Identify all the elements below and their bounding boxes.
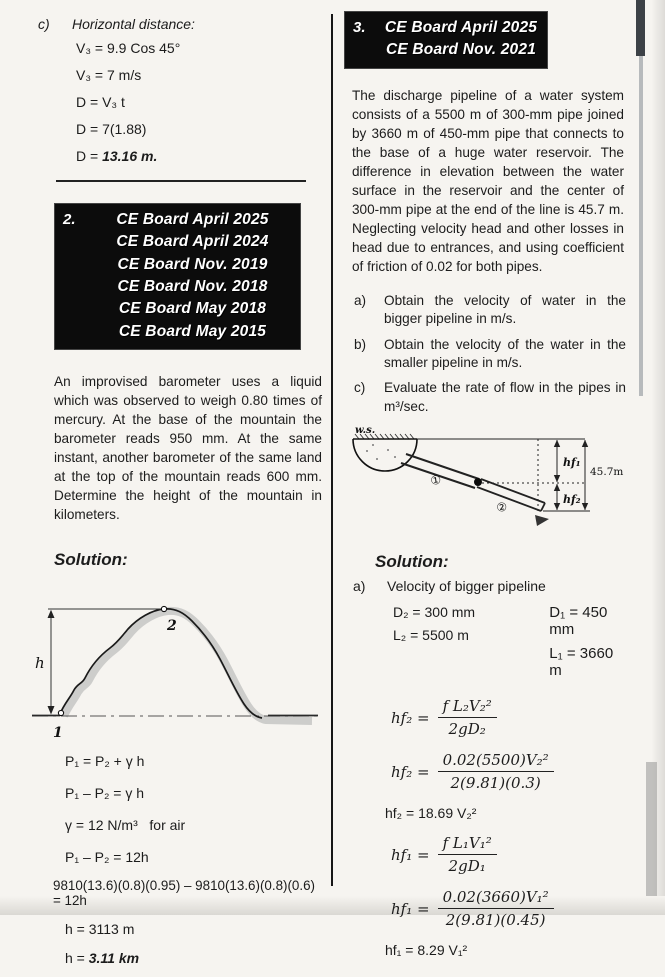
height-label: h bbox=[35, 654, 45, 673]
dimension-arrow-up bbox=[48, 610, 55, 618]
question-text: Obtain the velocity of the water in the smaller pipeline in m/s. bbox=[384, 336, 626, 370]
hf1-label: hf₁ bbox=[563, 456, 581, 469]
question-label: b) bbox=[354, 336, 367, 352]
water-speckle bbox=[387, 449, 389, 451]
dimension-arrow bbox=[554, 440, 560, 447]
water-surface-label: w.s. bbox=[355, 425, 376, 436]
hf1-result-equation: hf₁ = 8.29 V₁² bbox=[385, 942, 468, 958]
mountain-diagram bbox=[30, 584, 320, 742]
board-credit: CE Board Nov. 2019 bbox=[117, 255, 268, 273]
point-2-label: 2 bbox=[167, 618, 177, 635]
board-credit: CE Board Nov. 2021 bbox=[385, 41, 537, 59]
question-item bbox=[354, 292, 626, 329]
pipeline-figure bbox=[345, 423, 625, 550]
value-line: L₁ = 3660 m bbox=[549, 645, 614, 679]
left-column bbox=[30, 12, 324, 977]
equation-line: 9810(13.6)(0.8)(0.95) – 9810(13.6)(0.8)(0.6) = 12h bbox=[53, 878, 319, 909]
value-line: D₁ = 450 mm bbox=[549, 604, 608, 638]
equation-line: h = 3113 m bbox=[65, 921, 135, 938]
hf1-symbolic-equation bbox=[391, 834, 625, 875]
total-height-label: 45.7m bbox=[590, 466, 624, 478]
equation-lhs: hf₁ = bbox=[391, 899, 430, 918]
part-c-heading bbox=[38, 16, 324, 32]
fraction-denominator: 2gD₁ bbox=[448, 857, 486, 875]
equation-lhs: hf₂ = bbox=[391, 762, 430, 781]
problem-3-board-list bbox=[383, 17, 539, 62]
dimension-arrow bbox=[554, 484, 560, 491]
point-1-marker bbox=[58, 711, 63, 716]
fraction-numerator: f L₁V₁² bbox=[438, 834, 497, 855]
dimension-arrow-down bbox=[48, 706, 55, 715]
water-speckle bbox=[372, 444, 374, 446]
value-line: L₂ = 5500 m bbox=[393, 627, 469, 643]
hf2-result-equation: hf₂ = 18.69 V₂² bbox=[385, 805, 477, 821]
result-value: 13.16 m. bbox=[102, 148, 158, 164]
equation-line: V₃ = 9.9 Cos 45° bbox=[76, 40, 181, 56]
section-separator bbox=[56, 180, 306, 182]
pipe-2-lines bbox=[477, 479, 545, 511]
board-credit: CE Board Nov. 2018 bbox=[117, 277, 268, 295]
part-c-label: c) bbox=[38, 16, 50, 32]
equation-line: P₁ = P₂ + γ h bbox=[65, 753, 145, 770]
equation-line: V₃ = 7 m/s bbox=[76, 67, 142, 83]
point-1-label: 1 bbox=[53, 725, 63, 742]
board-credit: CE Board April 2024 bbox=[116, 233, 269, 251]
problem-3-questions bbox=[354, 292, 626, 416]
fraction-denominator: 2(9.81)(0.45) bbox=[445, 911, 546, 929]
part-c-equations bbox=[30, 40, 324, 164]
part-a-label: a) bbox=[353, 578, 366, 594]
result-value: 3.11 km bbox=[88, 950, 140, 967]
problem-2-statement: An improvised barometer uses a liquid which was observed to weigh 0.80 times of mercury. At the base of the mountain the barometer reads 950 mm. At the same instant, another barometer of the same land at the top of the mountain reads 600 mm. Determine the height of the mountain in kilometers. bbox=[54, 373, 322, 523]
problem-2-board-list bbox=[93, 209, 292, 343]
equation-lhs: hf₂ = bbox=[391, 708, 430, 727]
pipe-2-label: ② bbox=[495, 499, 509, 515]
solution-equations-group-1 bbox=[30, 753, 324, 833]
water-speckle bbox=[394, 456, 396, 458]
fraction bbox=[438, 834, 497, 875]
fraction-numerator: f L₂V₂² bbox=[438, 697, 497, 718]
mountain-shadow bbox=[64, 611, 312, 721]
problem-3-statement: The discharge pipeline of a water system consists of a 5500 m of 300-mm pipe joined by 3660 m of 450-mm pipe that connects to the base of a huge water reservoir. The difference in elevation between the water surface in the reservoir and the center of 300-mm pipe at the end of the line is 45.7 m. Neglecting velocity head and other losses in head due to entrances, and using coefficient of friction of 0.02 for both pipes. bbox=[352, 87, 624, 274]
problem-2-board-box bbox=[55, 204, 300, 349]
pipeline-diagram bbox=[345, 423, 645, 545]
scan-edge-shadow bbox=[639, 56, 643, 396]
fraction-numerator: 0.02(5500)V₂² bbox=[438, 751, 554, 772]
equation-line: P₁ – P₂ = 12h bbox=[65, 849, 149, 866]
fraction-denominator: 2gD₂ bbox=[448, 720, 486, 738]
pipe-junction bbox=[474, 478, 482, 486]
column-divider-line bbox=[331, 14, 333, 886]
dimension-arrow bbox=[554, 475, 560, 482]
right-column bbox=[345, 12, 625, 958]
board-credit: CE Board May 2018 bbox=[118, 300, 267, 318]
board-credit: CE Board May 2015 bbox=[118, 322, 267, 340]
question-item bbox=[354, 336, 626, 373]
given-values bbox=[393, 604, 625, 693]
problem-2-number: 2. bbox=[63, 211, 76, 228]
equation-result bbox=[65, 950, 324, 966]
equation-lhs: hf₁ = bbox=[391, 845, 430, 864]
fraction bbox=[438, 697, 497, 738]
fraction bbox=[438, 751, 554, 792]
solution-heading: Solution: bbox=[375, 552, 449, 571]
fraction bbox=[438, 888, 554, 929]
water-speckle bbox=[376, 458, 378, 460]
given-values-right bbox=[549, 604, 625, 686]
question-text: Evaluate the rate of flow in the pipes in m³/sec. bbox=[384, 380, 626, 414]
outflow-arrow bbox=[535, 515, 549, 526]
dimension-arrow bbox=[582, 503, 588, 510]
part-c-title: Horizontal distance: bbox=[72, 16, 195, 32]
mountain-figure bbox=[30, 584, 324, 747]
hf2-numeric-equation bbox=[391, 751, 625, 792]
problem-3-number: 3. bbox=[353, 19, 366, 36]
hf2-label: hf₂ bbox=[563, 493, 581, 506]
problem-3-board-box bbox=[345, 12, 547, 68]
solution-heading: Solution: bbox=[54, 550, 128, 570]
point-2-marker bbox=[161, 607, 166, 612]
dimension-arrow bbox=[582, 440, 588, 447]
equation-line: D = V₃ t bbox=[76, 94, 125, 110]
equation-result bbox=[76, 148, 324, 164]
board-credit: CE Board April 2025 bbox=[384, 19, 538, 36]
result-prefix: D = bbox=[76, 148, 103, 164]
result-prefix: h = bbox=[65, 950, 89, 967]
hf2-symbolic-equation bbox=[391, 697, 625, 738]
question-label: a) bbox=[354, 292, 367, 308]
scan-edge-mark bbox=[636, 0, 645, 56]
equation-line: D = 7(1.88) bbox=[76, 121, 147, 137]
pipe-1-label: ① bbox=[429, 472, 443, 488]
page-edge-strip bbox=[646, 762, 657, 915]
dimension-arrow bbox=[554, 503, 560, 510]
value-line: D₂ = 300 mm bbox=[393, 604, 476, 620]
question-label: c) bbox=[354, 380, 366, 396]
equation-line: γ = 12 N/m³ for air bbox=[65, 817, 186, 834]
part-a-title: Velocity of bigger pipeline bbox=[387, 578, 546, 594]
question-item bbox=[354, 379, 626, 416]
equation-line: P₁ – P₂ = γ h bbox=[65, 785, 145, 802]
given-values-left bbox=[393, 604, 549, 686]
mountain-profile bbox=[60, 609, 262, 718]
fraction-numerator: 0.02(3660)V₁² bbox=[438, 888, 554, 909]
fraction-denominator: 2(9.81)(0.3) bbox=[450, 774, 541, 792]
question-text: Obtain the velocity of water in the bigger pipeline in m/s. bbox=[384, 292, 626, 327]
part-a-heading bbox=[353, 578, 625, 594]
board-credit: CE Board April 2025 bbox=[116, 211, 269, 228]
solution-equations-group-2 bbox=[30, 849, 324, 966]
water-speckle bbox=[366, 450, 368, 452]
hf1-numeric-equation bbox=[391, 888, 625, 929]
